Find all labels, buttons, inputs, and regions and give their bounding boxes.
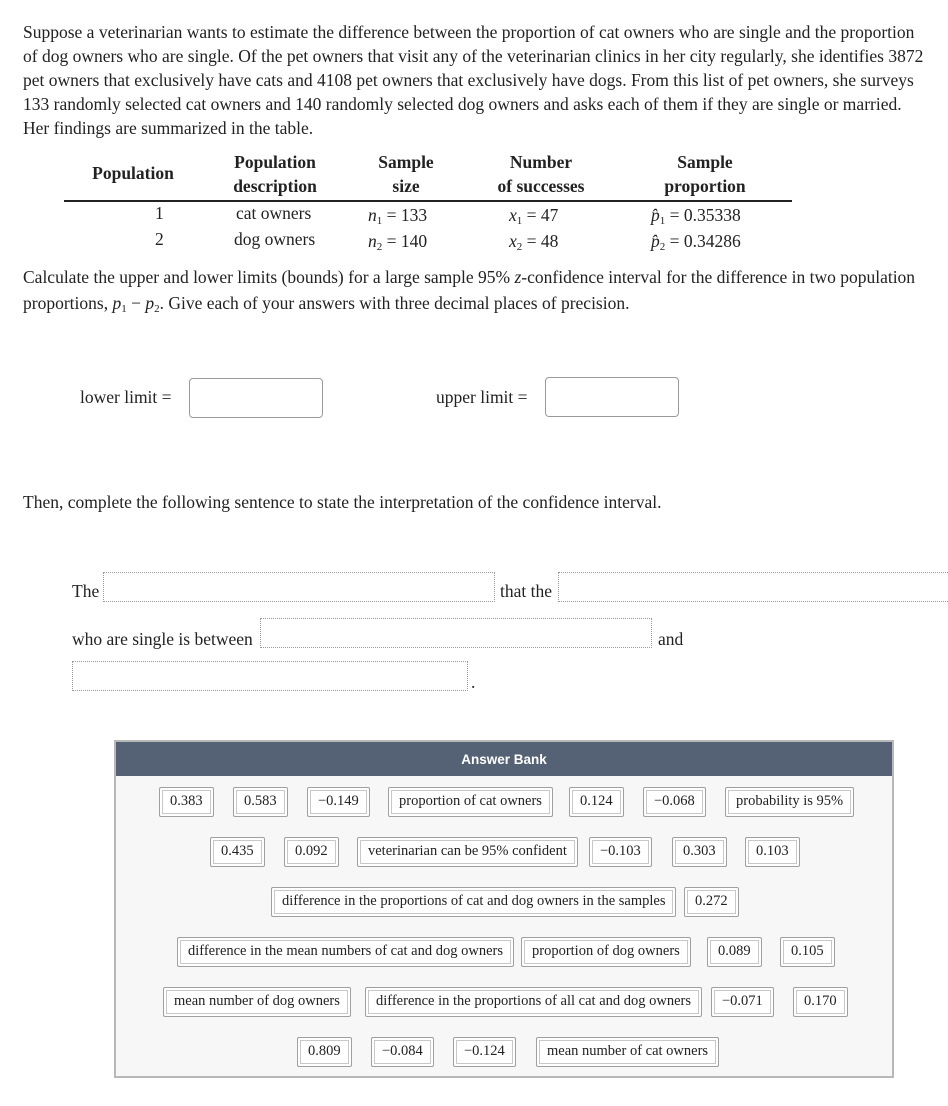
header-successes: Number of successes: [497, 152, 585, 196]
lower-limit-input[interactable]: [189, 378, 323, 418]
answer-chip[interactable]: 0.303: [672, 837, 727, 867]
sentence-period: .: [471, 672, 476, 692]
problem-intro: Suppose a veterinarian wants to estimate the difference between the proportion of cat owners who are single and the proportion of dog owners who are single. Of the pet owners that visit any of the veterinarian clinics in her city regularly, she identifies 3872 pet owners that exclusively have cats and 4108 pet owners that exclusively have dogs. From this list of pet owners, she surveys 133 randomly selected cat owners and 140 randomly selected dog owners and asks each of them if they are single or married. Her findings are summarized in the table.: [23, 22, 924, 138]
table-rule: [64, 200, 792, 202]
answer-bank-title: Answer Bank: [116, 742, 892, 776]
answer-chip[interactable]: −0.103: [589, 837, 652, 867]
row2-population: 2: [155, 229, 164, 249]
answer-chip[interactable]: 0.089: [707, 937, 762, 967]
upper-limit-label: upper limit =: [436, 387, 528, 407]
lower-limit-label: lower limit =: [80, 387, 172, 407]
answer-chip[interactable]: veterinarian can be 95% confident: [357, 837, 578, 867]
answer-chip[interactable]: proportion of dog owners: [521, 937, 691, 967]
header-sample-size: Sample size: [378, 152, 434, 196]
answer-chip[interactable]: difference in the mean numbers of cat and dog owners: [177, 937, 514, 967]
answer-chip[interactable]: 0.583: [233, 787, 288, 817]
answer-chip[interactable]: −0.084: [371, 1037, 434, 1067]
header-population: Population: [92, 163, 174, 183]
drop-zone-lower[interactable]: [260, 618, 652, 648]
answer-chip[interactable]: mean number of cat owners: [536, 1037, 719, 1067]
upper-limit-input[interactable]: [545, 377, 679, 417]
sentence-the: The: [72, 581, 100, 601]
answer-chip[interactable]: 0.124: [569, 787, 624, 817]
calc-instructions: Calculate the upper and lower limits (bounds) for a large sample 95% z-confidence interval for the difference in two population proportions, $p_1 - p_2$. Give each of your answers with three decimal places of precision.: [23, 267, 916, 315]
drop-zone-upper[interactable]: [72, 661, 468, 691]
sentence-that-the: that the: [500, 581, 552, 601]
answer-chip[interactable]: 0.272: [684, 887, 739, 917]
answer-chip[interactable]: difference in the proportions of cat and dog owners in the samples: [271, 887, 676, 917]
answer-chip[interactable]: difference in the proportions of all cat and dog owners: [365, 987, 702, 1017]
answer-chip[interactable]: −0.071: [711, 987, 774, 1017]
answer-chip[interactable]: proportion of cat owners: [388, 787, 553, 817]
row2-proportion: $p̂_2 = 0.34286$: [651, 231, 741, 253]
interpretation-prompt: Then, complete the following sentence to state the interpretation of the confidence interval.: [23, 492, 662, 512]
answer-chip[interactable]: 0.383: [159, 787, 214, 817]
row2-sample-size: $n_2 = 140$: [368, 231, 428, 253]
sentence-and: and: [658, 629, 684, 649]
answer-chip[interactable]: 0.435: [210, 837, 265, 867]
answer-chip[interactable]: −0.068: [643, 787, 706, 817]
sentence-single-between: who are single is between: [72, 629, 253, 649]
answer-chip[interactable]: 0.105: [780, 937, 835, 967]
row1-population: 1: [155, 203, 164, 223]
header-description: Population description: [233, 152, 317, 196]
drop-zone-subject[interactable]: [103, 572, 495, 602]
row2-successes: $x_2 = 48$: [509, 231, 559, 253]
answer-chip[interactable]: probability is 95%: [725, 787, 854, 817]
answer-chip[interactable]: 0.092: [284, 837, 339, 867]
answer-bank: [114, 740, 894, 1078]
answer-chip[interactable]: 0.170: [793, 987, 848, 1017]
row1-description: cat owners: [236, 203, 312, 223]
answer-chip[interactable]: −0.124: [453, 1037, 516, 1067]
drop-zone-parameter[interactable]: [558, 572, 948, 602]
row2-description: dog owners: [234, 229, 316, 249]
row1-proportion: $p̂_1 = 0.35338$: [651, 205, 741, 227]
header-proportion: Sample proportion: [664, 152, 746, 196]
answer-chip[interactable]: 0.809: [297, 1037, 352, 1067]
answer-chip[interactable]: 0.103: [745, 837, 800, 867]
row1-successes: $x_1 = 47$: [509, 205, 559, 227]
answer-chip[interactable]: −0.149: [307, 787, 370, 817]
answer-chip[interactable]: mean number of dog owners: [163, 987, 351, 1017]
row1-sample-size: $n_1 = 133$: [368, 205, 428, 227]
